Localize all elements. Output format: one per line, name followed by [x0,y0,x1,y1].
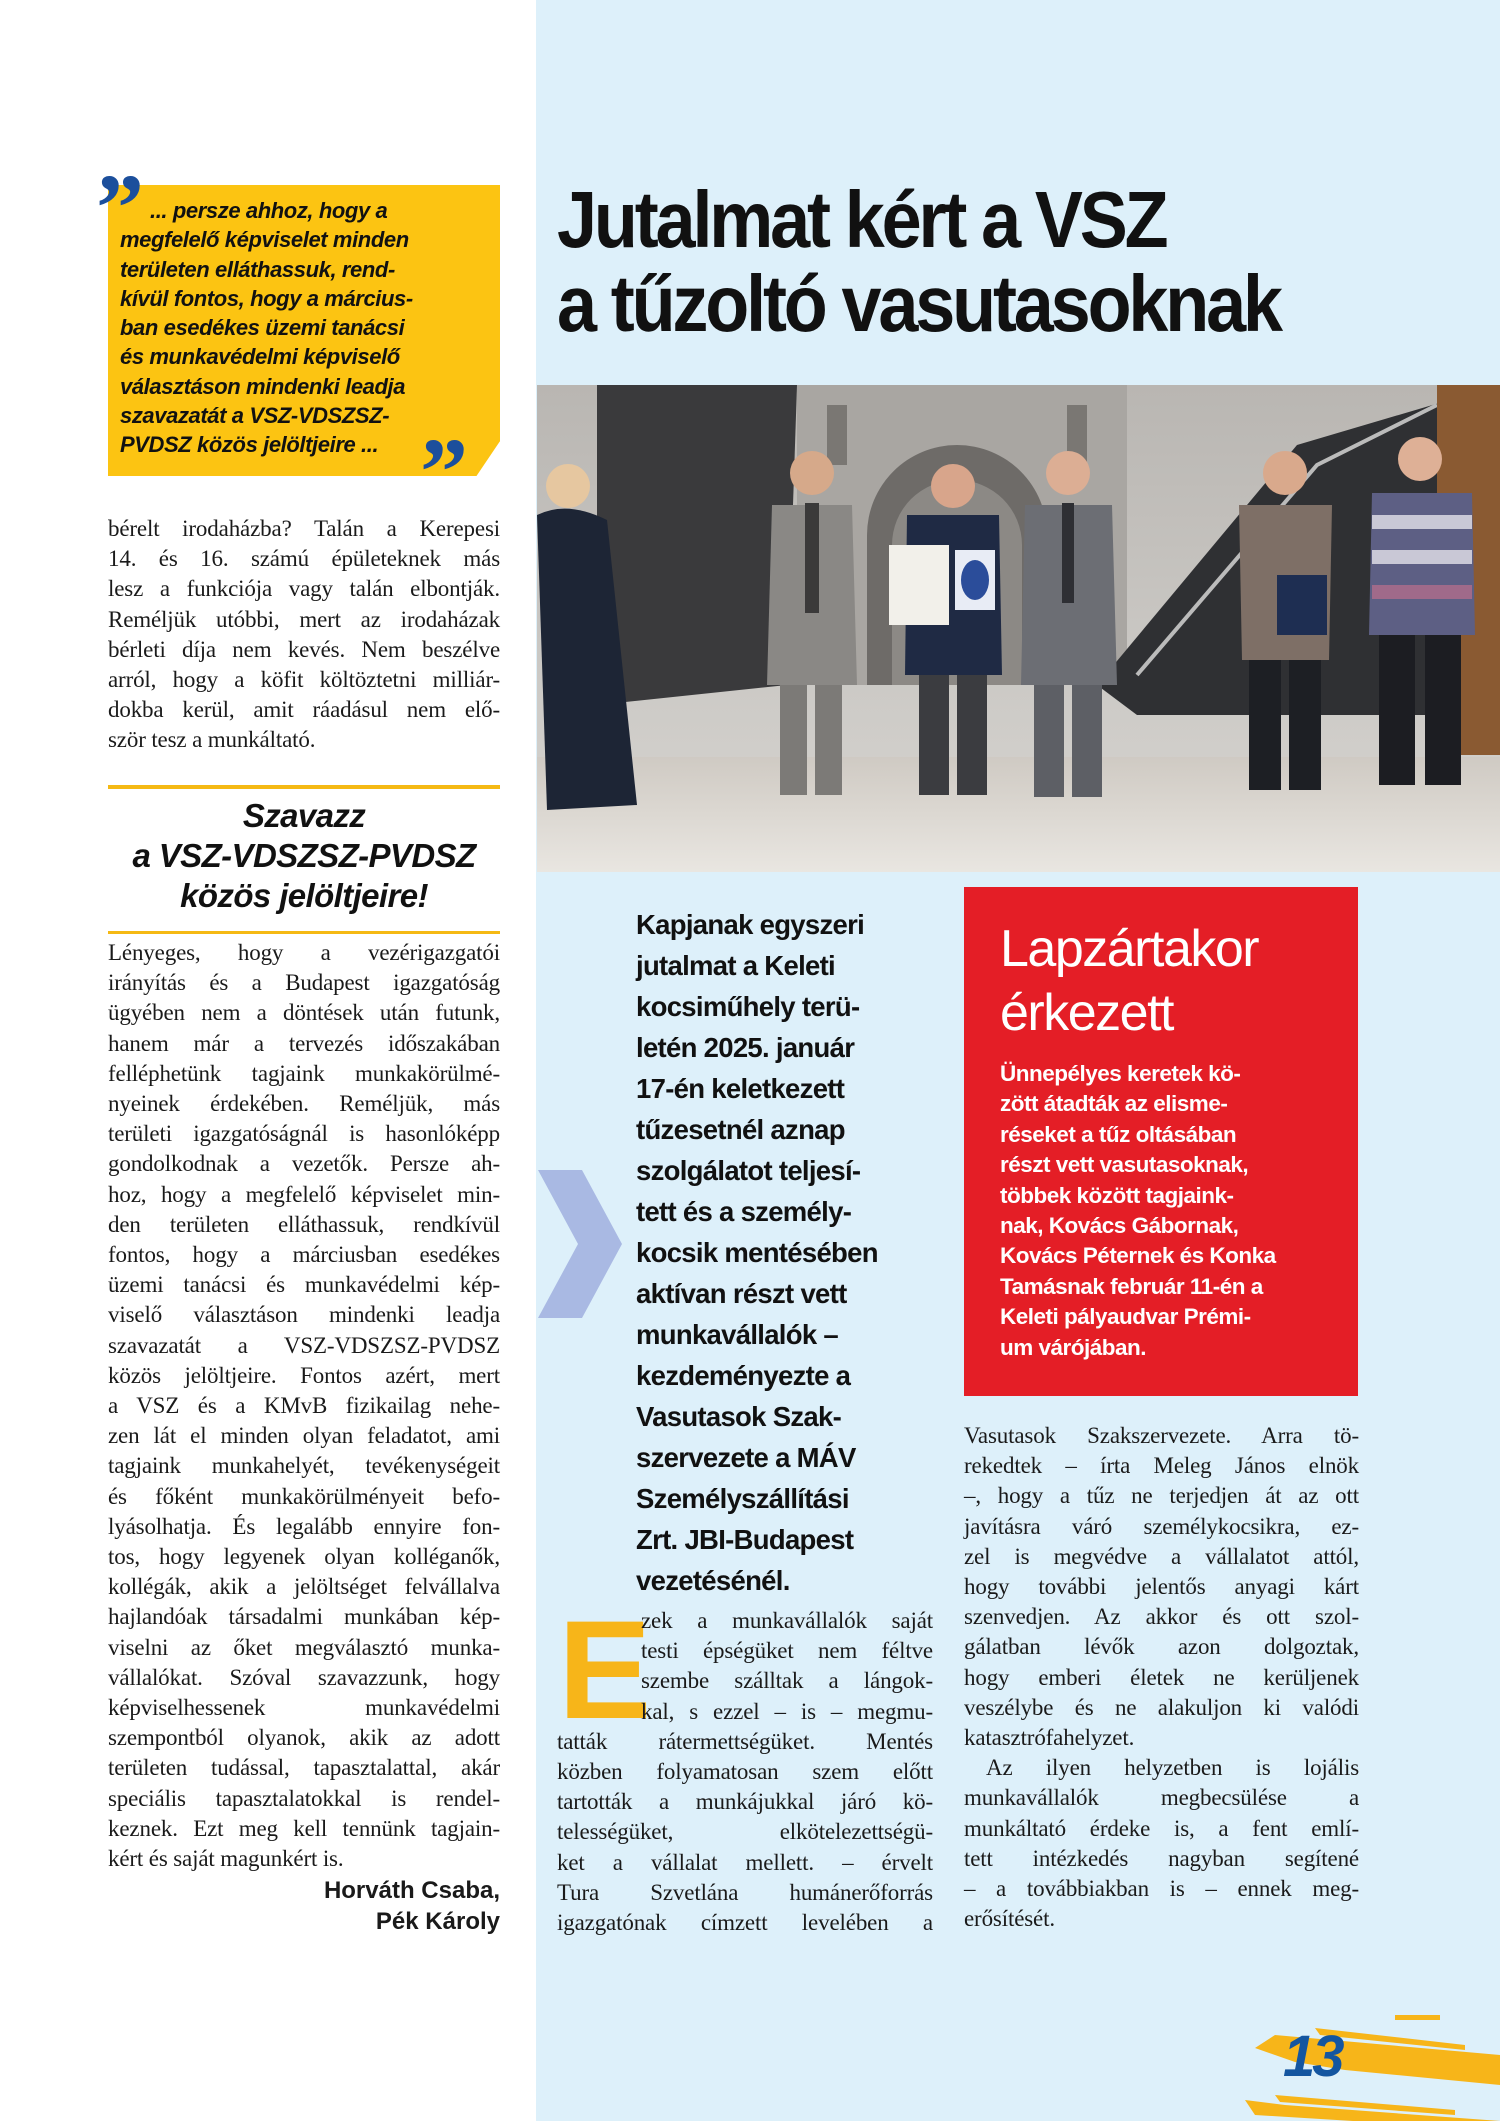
chevron-right-icon [538,1170,622,1318]
text-line: Ünnepélyes keretek kö- [1000,1061,1241,1086]
text-line: ször tesz a munkáltató. [108,727,316,753]
text-line: tett és a személy- [636,1196,852,1227]
text-line: hanem már a tervezés időszakában [108,1030,500,1056]
text-line: Vasutasok Szak- [636,1401,842,1432]
text-line: lyásolhatja. És legalább ennyire fon- [108,1513,500,1539]
author-signature [108,1875,500,1937]
text-line: kívül fontos, hogy a március- [120,285,413,311]
text-line: területi igazgatóságnál is hasonlóképp [108,1121,500,1147]
text-line: ügyében nem a döntések után futunk, [108,1000,500,1026]
photo-floor [537,757,1500,872]
text-line: szempontból olyanok, akik az adott [108,1725,500,1751]
text-line: vállalókat. Szóval szavazzunk, hogy [108,1664,500,1690]
stop-press-box [964,887,1358,1396]
text-line: nyeinek érdekében. Reméljük, más [108,1091,500,1117]
article-body-continued [964,1421,1359,1934]
text-line: kal, s ezzel – is – megmu- [641,1698,933,1724]
text-line: tagjaink munkahelyét, tevékenységeit [108,1453,500,1479]
body-lines [557,1727,933,1938]
text-line: bérelt irodaházba? Talán a Kerepesi [108,516,500,541]
text-line: arról, hogy a köfit költöztetni milliár- [108,667,500,693]
text-line: rekedtek – írta Meleg János elnök [964,1453,1359,1479]
text-line: a VSZ és a KMvB fizikailag nehe- [108,1393,500,1419]
text-line: Vasutasok Szakszervezete. Arra tö- [964,1423,1359,1448]
text-line: szervezete a MÁV [636,1442,856,1473]
text-line: Személyszállítási [636,1483,849,1514]
text-line: kocsiműhely terü- [636,991,860,1022]
paragraph [964,1753,1359,1934]
text-line: PVDSZ közös jelöltjeire ... [120,432,379,458]
text-line: viselő választáson mindenki leadja [108,1302,500,1328]
drop-cap: E [558,1591,652,1748]
text-line: munkáltató érdeke is, a fent emlí- [964,1815,1359,1841]
text-line: részt vett vasutasoknak, [1000,1152,1249,1178]
divider [108,931,500,934]
certificate [889,545,949,625]
text-line: jutalmat a Keleti [636,950,835,981]
article-lead [636,904,946,1601]
text-line: testi épségüket nem féltve [641,1638,933,1664]
author-name: Horváth Csaba, [323,1877,500,1904]
text-line: zött átadták az elisme- [1000,1091,1228,1117]
close-quote-icon: ” [420,418,468,525]
text-line: Az ilyen helyzetben is lojális [986,1755,1359,1781]
text-line: réseket a tűz oltásában [1000,1121,1237,1147]
text-line: gondolkodnak a vezetők. Persze ah- [108,1151,500,1177]
text-line: irányítás és a Budapest igazgatóság [108,970,500,996]
text-line: erősítését. [964,1906,1055,1932]
text-line: munkavállalók megbecsülése a [964,1785,1359,1811]
heading-line: érkezett [1000,984,1173,1042]
text-line: megfelelő képviselet minden [120,227,409,253]
text-line: tos, hogy legyenek olyan kolléganők, [108,1544,500,1570]
text-line: tett intézkedés nagyban segítené [964,1845,1359,1871]
text-line: javításra váró személykocsikra, ez- [964,1513,1359,1539]
text-line: aktívan részt vett [636,1278,847,1309]
text-line: bérleti díja nem kevés. Nem beszélve [108,636,500,662]
text-line: igazgatónak címzett levelében a [557,1910,933,1936]
text-line: tatták rátermettségüket. Mentés [557,1728,933,1754]
text-line: den területen elláthassuk, rendkívül [108,1211,500,1237]
photo-dark-panel [597,385,797,705]
text-line: képviselhessenek munkavédelmi [108,1695,500,1721]
stop-press-text [1000,1059,1350,1363]
text-line: és főként munkakörülményeit befo- [108,1483,500,1509]
text-line: területen tudással, tapasztalattal, akár [108,1755,500,1781]
divider [108,785,500,789]
text-line: területen elláthassuk, rend- [120,256,395,282]
text-line: szavazatát a VSZ-VDSZSZ-PVDSZ [108,1332,500,1358]
text-line: 14. és 16. számú épületeknek más [108,546,500,572]
text-line: szembe szálltak a lángok- [641,1668,933,1694]
text-line: közben folyamatosan szem előtt [557,1759,933,1785]
article-photo [537,385,1500,872]
page-number: 13 [1283,2024,1342,2089]
text-line: keznek. Ezt meg kell tennünk tagjain- [108,1815,500,1841]
text-line: 17-én keletkezett [636,1073,845,1104]
open-quote-icon: ” [96,154,144,261]
text-line: zen lát el minden olyan feladatot, ami [108,1423,500,1449]
text-line: veszélybe és ne alakuljon ki valódi [964,1694,1359,1720]
text-line: gálatban lévők azon dolgoztak, [964,1634,1359,1660]
text-line: szavazatát a VSZ-VDSZSZ- [120,403,390,429]
text-line: kollégák, akik a jelöltséget felvállalva [108,1574,500,1600]
text-line: tartották a munkájukkal járó kö- [557,1789,933,1815]
article-title [557,175,1280,348]
subheading-line: Szavazz [242,797,366,834]
text-line: lesz a funkciója vagy talán elbontják. [108,576,500,602]
text-line: felléphetünk tagjaink munkakörülmé- [108,1060,500,1086]
text-line: ban esedékes üzemi tanácsi [120,315,405,341]
paragraph [964,1421,1359,1753]
text-line: hogy emberi életek ne kerüljenek [964,1664,1359,1690]
text-line: szenvedjen. Az akkor és ott szol- [964,1604,1359,1630]
text-line: hajlandóak társadalmi munkában kép- [108,1604,500,1630]
text-line: többek között tagjaink- [1000,1182,1234,1208]
text-line: Reméljük utóbbi, mert az irodaházak [108,606,500,632]
heading-line: Lapzártakor [1000,920,1259,978]
text-line: telességüket, elkötelezettségü- [557,1819,933,1845]
text-line: választáson mindenki leadja [120,373,406,399]
text-line: letén 2025. január [636,1032,855,1063]
text-line: –, hogy a tűz ne terjedjen át az ott [964,1483,1359,1509]
left-body-text [108,938,500,1874]
text-line: kezdeményezte a [636,1360,851,1391]
title-line: Jutalmat kért a VSZ [557,175,1166,264]
text-line: közös jelöltjeire. Fontos azért, mert [108,1362,500,1388]
text-line: szolgálatot teljesí- [636,1155,861,1186]
indented-lines [557,1606,933,1727]
text-line: ket a vállalat mellett. – érvelt [557,1849,933,1875]
brush-stroke-decoration [1225,1990,1500,2121]
text-line: fontos, hogy a márciusban esedékes [108,1242,500,1268]
text-line: üzemi tanácsi és munkavédelmi kép- [108,1272,500,1298]
text-line: kocsik mentésében [636,1237,878,1268]
article-body-start [557,1606,933,1938]
subheading-line: közös jelöltjeire! [180,877,428,914]
text-line: viselni az őket megválasztó munka- [108,1634,500,1660]
text-line: zel is megvédve a vállalatot attól, [964,1543,1359,1569]
text-line: és munkavédelmi képviselő [120,344,400,370]
text-line: tűzesetnél aznap [636,1114,845,1145]
text-line: Lényeges, hogy a vezérigazgatói [108,940,500,965]
text-line: zek a munkavállalók saját [641,1608,933,1633]
text-line: Tamásnak február 11-én a [1000,1273,1263,1299]
text-line: speciális tapasztalatokkal is rendel- [108,1785,500,1811]
author-name: Pék Károly [375,1908,500,1935]
text-line: katasztrófahelyzet. [964,1725,1135,1751]
subheading-line: a VSZ-VDSZSZ-PVDSZ [132,837,476,874]
text-line: Zrt. JBI-Budapest [636,1524,854,1555]
text-line: hogy további jelentős anyagi kárt [964,1574,1359,1600]
text-line: vezetésénél. [636,1565,790,1596]
section-subheading [108,796,500,916]
text-line: Kovács Péternek és Konka [1000,1243,1276,1269]
text-line: Kapjanak egyszeri [636,909,865,940]
left-intro-text [108,514,500,756]
text-line: ... persze ahhoz, hogy a [150,198,388,223]
text-line: kért és saját magunkért is. [108,1846,344,1872]
text-line: munkavállalók – [636,1319,838,1350]
text-line: Tura Szvetlána humánerőforrás [557,1879,933,1905]
text-line: – a továbbiakban is – ennek meg- [964,1876,1359,1902]
stop-press-heading [1000,917,1258,1045]
title-line: a tűzoltó vasutasoknak [557,259,1280,348]
text-line: dokba kerül, amit ráadásul nem elő- [108,697,500,723]
text-line: um várójában. [1000,1334,1147,1360]
text-line: hoz, hogy a megfelelő képviselet min- [108,1181,500,1207]
text-line: nak, Kovács Gábornak, [1000,1213,1239,1239]
text-line: Keleti pályaudvar Prémi- [1000,1304,1251,1330]
